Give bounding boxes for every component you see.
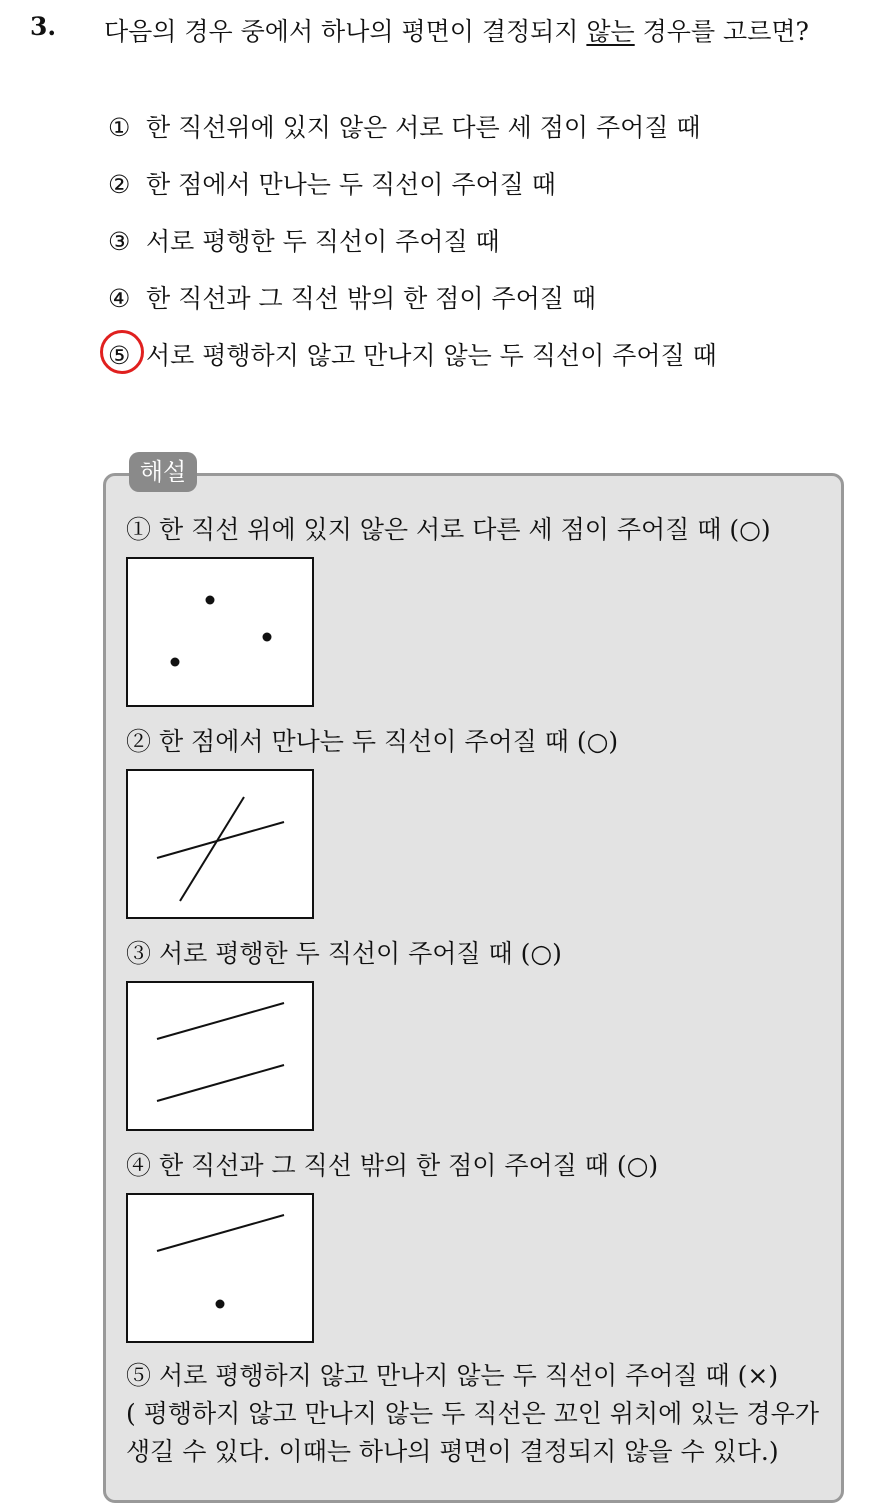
figure-line-and-point bbox=[126, 1193, 314, 1343]
question-text-before: 다음의 경우 중에서 하나의 평면이 결정되지 bbox=[104, 17, 587, 46]
choice-text: 서로 평행한 두 직선이 주어질 때 bbox=[146, 227, 500, 256]
solution-item-3: ③ 서로 평행한 두 직선이 주어질 때 (○) bbox=[126, 939, 562, 968]
selected-answer-circle bbox=[100, 330, 144, 374]
choice-mark: ③ bbox=[108, 227, 131, 256]
choice-5[interactable] bbox=[108, 336, 717, 372]
figure-frame bbox=[127, 1194, 313, 1342]
solution-item-5: ⑤ 서로 평행하지 않고 만나지 않는 두 직선이 주어질 때 (×) bbox=[126, 1361, 779, 1390]
point bbox=[171, 658, 180, 667]
figure-parallel-lines bbox=[126, 981, 314, 1131]
solution-item-2: ② 한 점에서 만나는 두 직선이 주어질 때 (○) bbox=[126, 727, 619, 756]
choice-mark: ① bbox=[108, 113, 131, 142]
figure-frame bbox=[127, 558, 313, 706]
choice-text: 한 직선과 그 직선 밖의 한 점이 주어질 때 bbox=[146, 284, 596, 313]
question-number: 3. bbox=[30, 12, 57, 41]
solution-note-line-2: 생길 수 있다. 이때는 하나의 평면이 결정되지 않을 수 있다.) bbox=[126, 1437, 779, 1466]
choice-text: 한 직선위에 있지 않은 서로 다른 세 점이 주어질 때 bbox=[146, 113, 701, 142]
choice-mark: ④ bbox=[108, 284, 131, 313]
choice-text: 서로 평행하지 않고 만나지 않는 두 직선이 주어질 때 bbox=[146, 341, 717, 370]
solution-item-1: ① 한 직선 위에 있지 않은 서로 다른 세 점이 주어질 때 (○) bbox=[126, 515, 771, 544]
choice-1[interactable] bbox=[108, 108, 701, 144]
choice-3[interactable] bbox=[108, 222, 500, 258]
solution-item-4: ④ 한 직선과 그 직선 밖의 한 점이 주어질 때 (○) bbox=[126, 1151, 659, 1180]
question-text-underlined: 않는 bbox=[586, 17, 635, 46]
figure-frame bbox=[127, 982, 313, 1130]
choice-text: 한 점에서 만나는 두 직선이 주어질 때 bbox=[146, 170, 556, 199]
question-text bbox=[104, 12, 809, 48]
figure-frame bbox=[127, 770, 313, 918]
question-text-after: 경우를 고르면? bbox=[634, 17, 809, 46]
figure-intersecting-lines bbox=[126, 769, 314, 919]
choice-mark: ② bbox=[108, 170, 131, 199]
choice-2[interactable] bbox=[108, 165, 556, 201]
choice-4[interactable] bbox=[108, 279, 596, 315]
point bbox=[206, 596, 215, 605]
point bbox=[216, 1300, 225, 1309]
choice-mark: ⑤ bbox=[108, 341, 131, 370]
solution-tag: 해설 bbox=[129, 452, 197, 492]
figure-three-points bbox=[126, 557, 314, 707]
point bbox=[263, 633, 272, 642]
solution-note-line-1: ( 평행하지 않고 만나지 않는 두 직선은 꼬인 위치에 있는 경우가 bbox=[126, 1399, 819, 1428]
